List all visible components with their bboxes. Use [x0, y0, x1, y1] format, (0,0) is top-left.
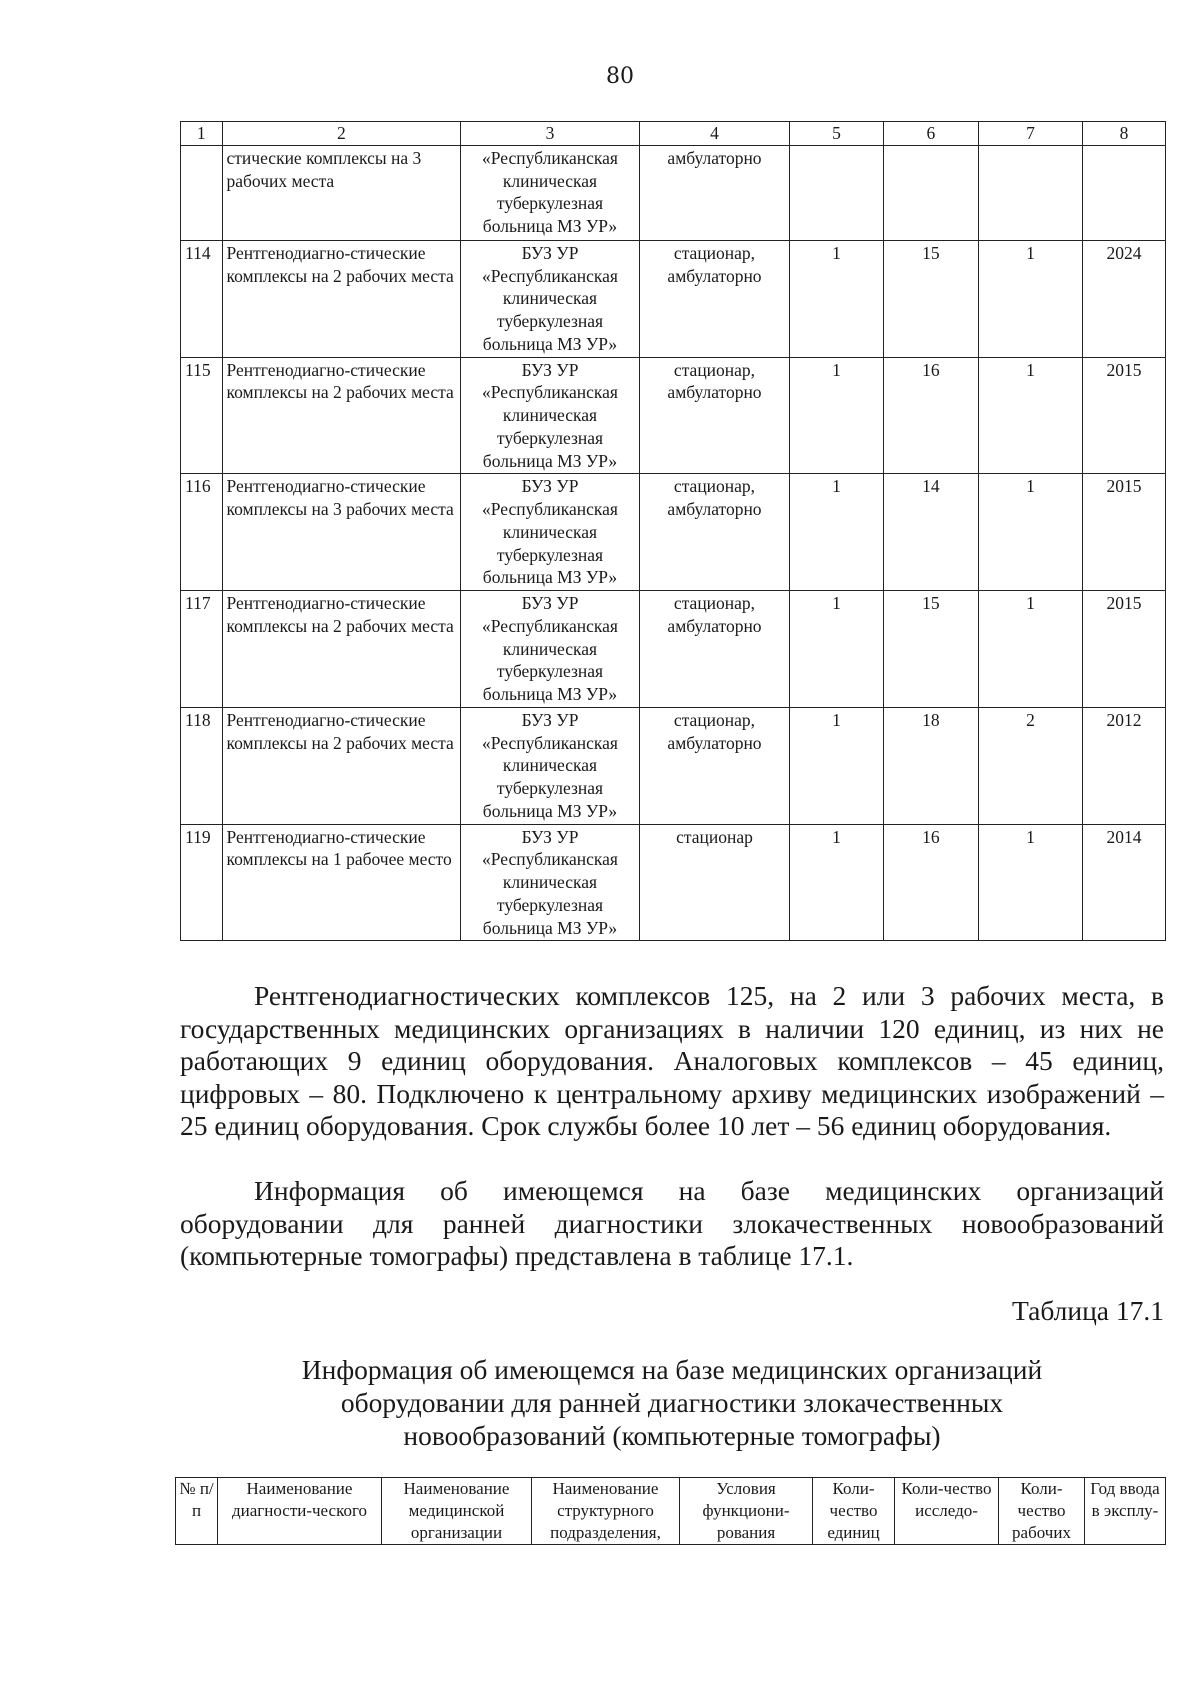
- cell-6: 15: [883, 240, 978, 357]
- header-cell: Год ввода в эксплу-: [1085, 1478, 1166, 1545]
- table-row: [181, 474, 1166, 591]
- table-header-row: [181, 122, 1166, 146]
- cell-6: 16: [883, 824, 978, 941]
- cell-7: 2: [979, 707, 1083, 824]
- header-cell: Условия функциони-рования: [680, 1478, 813, 1545]
- row-number: 118: [181, 707, 223, 824]
- table-row: [181, 824, 1166, 941]
- cell-6: 15: [883, 591, 978, 708]
- row-number: 119: [181, 824, 223, 941]
- header-cell: 1: [181, 122, 223, 146]
- equipment-name: Рентгенодиагно-стические комплексы на 2 рабочих места: [222, 591, 461, 708]
- summary-paragraph: Рентгенодиагностических комплексов 125, на 2 или 3 рабочих места, в государственных медицинских организациях в наличии 120 единиц, из них не работающих 9 единиц оборудования. Аналоговых комплексов – 45 единиц, цифровых – 80. Подключено к центральному архиву медицинских изображений – 25 единиц оборудования. Срок службы более 10 лет – 56 единиц оборудования.: [180, 980, 1164, 1141]
- organization-name: БУЗ УР «Республиканская клиническая туберкулезная больница МЗ УР»: [461, 240, 640, 357]
- organization-name: БУЗ УР «Республиканская клиническая туберкулезная больница МЗ УР»: [461, 591, 640, 708]
- table-row: [181, 357, 1166, 474]
- equipment-name: стические комплексы на 3 рабочих места: [222, 145, 461, 240]
- table-row: [181, 591, 1166, 708]
- table-label: Таблица 17.1: [1012, 1295, 1164, 1326]
- equipment-table: [180, 121, 1166, 941]
- equipment-name: Рентгенодиагно-стические комплексы на 2 рабочих места: [222, 707, 461, 824]
- header-cell: Коли-чество исследо-: [895, 1478, 999, 1545]
- cell-5: 1: [790, 474, 883, 591]
- cell-5: 1: [790, 240, 883, 357]
- operating-conditions: стационар, амбулаторно: [639, 591, 790, 708]
- header-cell: 3: [461, 122, 640, 146]
- cell-7: 1: [979, 824, 1083, 941]
- cell-5: [790, 145, 883, 240]
- table-title-line: оборудовании для ранней диагностики злокачественных: [340, 1387, 1004, 1418]
- cell-6: 14: [883, 474, 978, 591]
- equipment-name: Рентгенодиагно-стические комплексы на 3 рабочих места: [222, 474, 461, 591]
- info-paragraph: Информация об имеющемся на базе медицинских организаций оборудовании для ранней диагностики злокачественных новообразований (компьютерные томографы) представлена в таблице 17.1.: [180, 1175, 1164, 1271]
- operating-conditions: стационар, амбулаторно: [639, 357, 790, 474]
- row-number: 114: [181, 240, 223, 357]
- cell-7: 1: [979, 357, 1083, 474]
- cell-5: 1: [790, 357, 883, 474]
- row-number: [181, 145, 223, 240]
- equipment-name: Рентгенодиагно-стические комплексы на 2 рабочих места: [222, 240, 461, 357]
- table-row: [181, 145, 1166, 240]
- header-cell: 2: [222, 122, 461, 146]
- cell-5: 1: [790, 591, 883, 708]
- cell-8: 2024: [1082, 240, 1165, 357]
- operating-conditions: стационар, амбулаторно: [639, 474, 790, 591]
- cell-7: 1: [979, 474, 1083, 591]
- table-row: [181, 240, 1166, 357]
- organization-name: БУЗ УР «Республиканская клиническая туберкулезная больница МЗ УР»: [461, 824, 640, 941]
- header-cell: 4: [639, 122, 790, 146]
- operating-conditions: стационар: [639, 824, 790, 941]
- page-number: 80: [606, 64, 634, 89]
- header-cell: 7: [979, 122, 1083, 146]
- cell-8: 2015: [1082, 357, 1165, 474]
- operating-conditions: стационар, амбулаторно: [639, 240, 790, 357]
- cell-6: 16: [883, 357, 978, 474]
- row-number: 115: [181, 357, 223, 474]
- cell-8: 2012: [1082, 707, 1165, 824]
- header-cell: Наименование структурного подразделения,: [532, 1478, 680, 1545]
- cell-5: 1: [790, 707, 883, 824]
- table-row: [181, 707, 1166, 824]
- header-cell: Коли-чество рабочих: [999, 1478, 1085, 1545]
- row-number: 117: [181, 591, 223, 708]
- organization-name: БУЗ УР «Республиканская клиническая туберкулезная больница МЗ УР»: [461, 357, 640, 474]
- cell-8: [1082, 145, 1165, 240]
- header-cell: Наименование медицинской организации: [382, 1478, 532, 1545]
- cell-5: 1: [790, 824, 883, 941]
- table-header-row: [176, 1478, 1166, 1545]
- header-cell: № п/п: [176, 1478, 218, 1545]
- cell-8: 2015: [1082, 591, 1165, 708]
- table-title-line: новообразований (компьютерные томографы): [403, 1420, 941, 1451]
- cell-7: 1: [979, 591, 1083, 708]
- cell-6: [883, 145, 978, 240]
- table-title-line: Информация об имеющемся на базе медицинских организаций: [301, 1354, 1043, 1385]
- cell-8: 2015: [1082, 474, 1165, 591]
- cell-7: [979, 145, 1083, 240]
- cell-7: 1: [979, 240, 1083, 357]
- cell-8: 2014: [1082, 824, 1165, 941]
- table-title: [180, 1353, 1164, 1452]
- header-cell: 8: [1082, 122, 1165, 146]
- operating-conditions: стационар, амбулаторно: [639, 707, 790, 824]
- ct-scanners-table: [175, 1477, 1166, 1545]
- equipment-name: Рентгенодиагно-стические комплексы на 2 рабочих места: [222, 357, 461, 474]
- header-cell: Коли-чество единиц: [813, 1478, 895, 1545]
- organization-name: БУЗ УР «Республиканская клиническая туберкулезная больница МЗ УР»: [461, 474, 640, 591]
- organization-name: «Республиканская клиническая туберкулезная больница МЗ УР»: [461, 145, 640, 240]
- header-cell: 6: [883, 122, 978, 146]
- row-number: 116: [181, 474, 223, 591]
- equipment-name: Рентгенодиагно-стические комплексы на 1 рабочее место: [222, 824, 461, 941]
- organization-name: БУЗ УР «Республиканская клиническая туберкулезная больница МЗ УР»: [461, 707, 640, 824]
- header-cell: 5: [790, 122, 883, 146]
- header-cell: Наименование диагности-ческого: [218, 1478, 382, 1545]
- cell-6: 18: [883, 707, 978, 824]
- operating-conditions: амбулаторно: [639, 145, 790, 240]
